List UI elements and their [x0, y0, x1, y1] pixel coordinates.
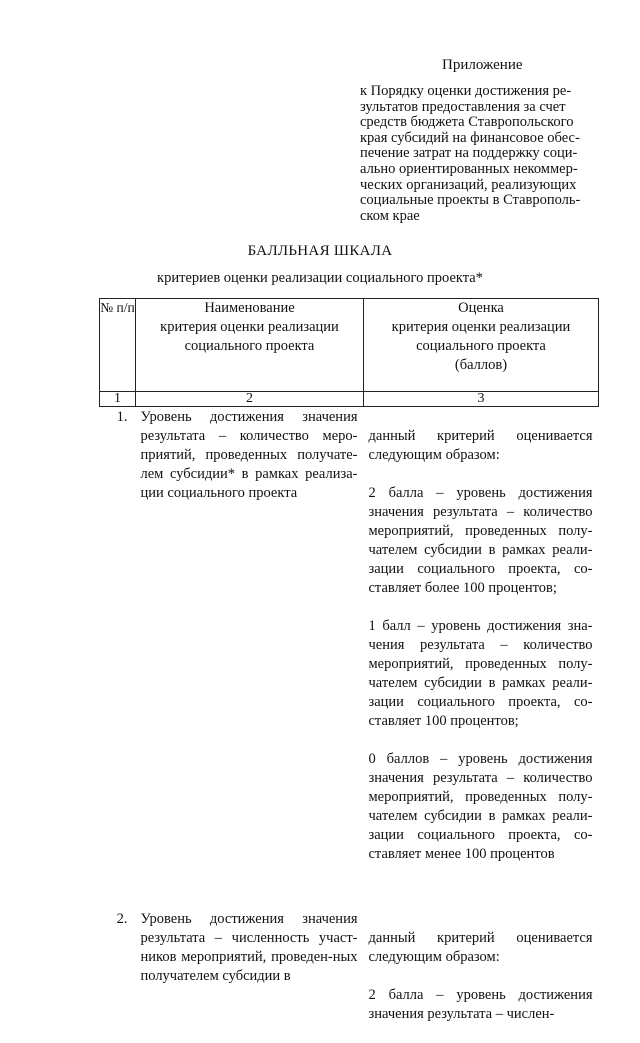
- row-evaluation: [364, 909, 599, 1043]
- header-criterion: Наименование критерия оценки реализации социального проекта: [136, 299, 364, 392]
- evaluation-paragraph: 2 балла – уровень достижения значения результата – числен-: [368, 987, 593, 1022]
- document-title: БАЛЛЬНАЯ ШКАЛА: [247, 243, 393, 259]
- header-evaluation: Оценка критерия оценки реализации социального проекта (баллов): [364, 299, 599, 392]
- evaluation-paragraph: данный критерий оценивается следующим образом:: [368, 428, 593, 463]
- document-subtitle: критериев оценки реализации социального проекта*: [157, 270, 483, 286]
- row-number: 2.: [116, 911, 128, 927]
- row-criterion: Уровень достижения значения результата – численность участ-ников мероприятий, проведен-ных получателем субсидии в: [140, 911, 358, 984]
- table-row: [100, 909, 599, 1043]
- row-criterion: Уровень достижения значения результата – количество меро-приятий, проведенных получате-лем субсидии* в рамках реализа-ции социального проекта: [140, 409, 358, 501]
- criteria-table: [99, 298, 599, 1043]
- evaluation-paragraph: данный критерий оценивается следующим образом:: [368, 930, 593, 965]
- column-number-2: 2: [136, 392, 364, 407]
- table-header-row: [100, 299, 599, 392]
- evaluation-paragraph: 1 балл – уровень достижения зна-чения результата – количество мероприятий, проведенных полу-чателем субсидии в рамках реали-зации социального проекта, со-ставляет 100 процентов;: [368, 618, 593, 729]
- row-number: 1.: [116, 409, 128, 425]
- column-number-3: 3: [364, 392, 599, 407]
- column-number-row: [100, 392, 599, 407]
- table-row: [100, 407, 599, 910]
- evaluation-paragraph: 0 баллов – уровень достижения значения результата – количество мероприятий, проведенных полу-чателем субсидии в рамках реали-зации социального проекта, со-ставляет менее 100 процентов: [368, 751, 593, 862]
- row-evaluation: [364, 407, 599, 910]
- header-number: № п/п: [100, 299, 136, 392]
- appendix-text: к Порядку оценки достижения ре- зультатов предоставления за счет средств бюджета Ставропольского края субсидий на финансовое обес- печение затрат на поддержку соци- ально ориентированных некоммер- ческих организаций, реализующих социальные проекты в Ставрополь- ском крае: [360, 83, 581, 224]
- evaluation-paragraph: 2 балла – уровень достижения значения результата – количество мероприятий, проведенных полу-чателем субсидии в рамках реали-зации социального проекта, со-ставляет более 100 процентов;: [368, 485, 593, 596]
- column-number-1: 1: [100, 392, 136, 407]
- appendix-title: Приложение: [442, 57, 523, 73]
